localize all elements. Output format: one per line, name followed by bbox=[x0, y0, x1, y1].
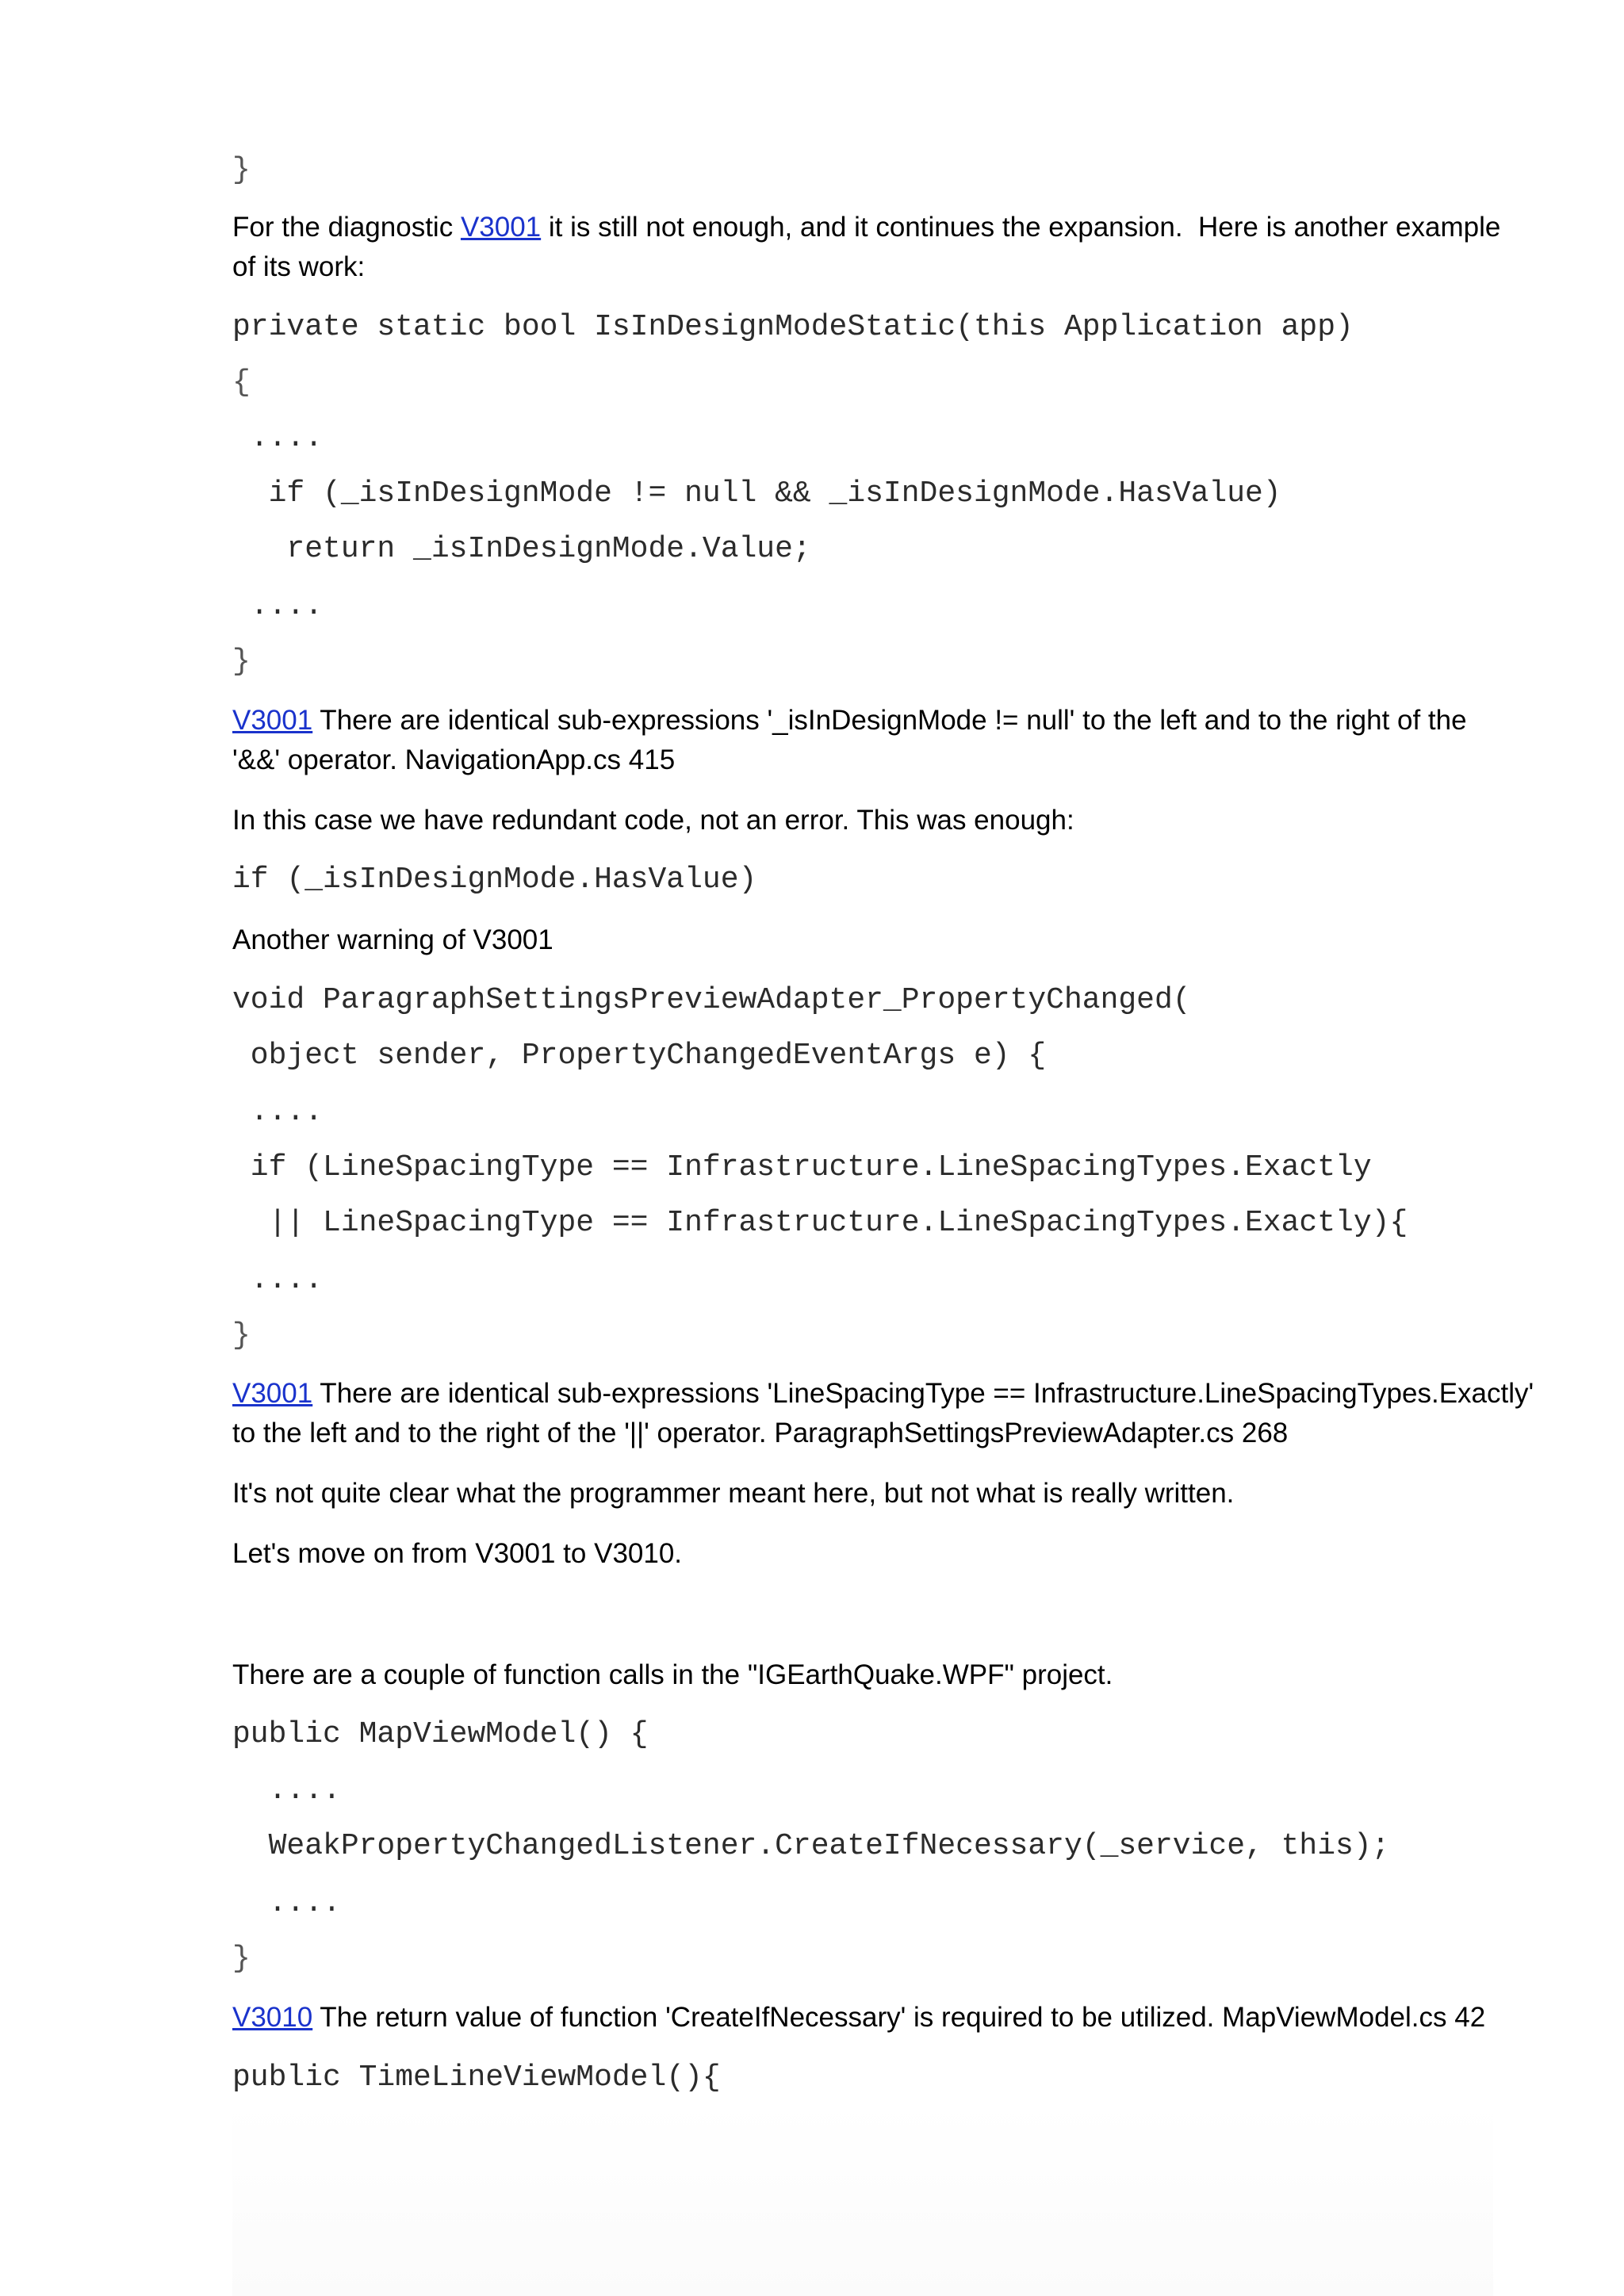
redundant-paragraph: In this case we have redundant code, not an error. This was enough: bbox=[232, 805, 1074, 836]
warning3-text: The return value of function 'CreateIfNecessary' is required to be utilized. MapViewModel.cs 42 bbox=[312, 2002, 1486, 2033]
code2-line6: .... bbox=[232, 1263, 324, 1297]
warning1-line2: '&&' operator. NavigationApp.cs 415 bbox=[232, 744, 676, 775]
code1-line2: { bbox=[232, 365, 251, 400]
code2-line2: object sender, PropertyChangedEventArgs e) { bbox=[232, 1039, 1047, 1073]
code3-line2: .... bbox=[232, 1774, 341, 1808]
code3-line3: WeakPropertyChangedListener.CreateIfNecessary(_service, this); bbox=[232, 1829, 1390, 1863]
v3001-link[interactable]: V3001 bbox=[232, 1378, 313, 1409]
bottom-shade bbox=[232, 2101, 1493, 2296]
warning1-line1 bbox=[232, 701, 1467, 740]
intro-suffix: it is still not enough, and it continues the expansion. Here is another example bbox=[541, 212, 1501, 243]
warning1-text: There are identical sub-expressions '_isInDesignMode != null' to the left and to the right of the bbox=[312, 705, 1467, 736]
intro-paragraph-line1 bbox=[232, 208, 1500, 247]
code1-line3: .... bbox=[232, 421, 324, 455]
v3010-link[interactable]: V3010 bbox=[232, 2002, 313, 2033]
code2-line5: || LineSpacingType == Infrastructure.LineSpacingTypes.Exactly){ bbox=[232, 1206, 1408, 1240]
code3-line4: .... bbox=[232, 1886, 341, 1920]
warning2-line1 bbox=[232, 1374, 1534, 1414]
intro-prefix: For the diagnostic bbox=[232, 212, 461, 243]
code1-line5: return _isInDesignMode.Value; bbox=[232, 532, 811, 566]
move-on-paragraph: Let's move on from V3001 to V3010. bbox=[232, 1538, 683, 1569]
warning2-text: There are identical sub-expressions 'LineSpacingType == Infrastructure.LineSpacingTypes.Exactly' bbox=[312, 1378, 1534, 1409]
v3001-link[interactable]: V3001 bbox=[460, 212, 542, 243]
code-fix-line: if (_isInDesignMode.HasValue) bbox=[232, 863, 757, 897]
code4-line1: public TimeLineViewModel(){ bbox=[232, 2061, 721, 2095]
code2-line1: void ParagraphSettingsPreviewAdapter_PropertyChanged( bbox=[232, 983, 1191, 1017]
warning2-line2: to the left and to the right of the '||' operator. ParagraphSettingsPreviewAdapter.cs 268 bbox=[232, 1418, 1289, 1448]
unclear-paragraph: It's not quite clear what the programmer meant here, but not what is really written. bbox=[232, 1478, 1235, 1509]
code1-line4: if (_isInDesignMode != null && _isInDesignMode.HasValue) bbox=[232, 476, 1281, 511]
code1-line1: private static bool IsInDesignModeStatic(this Application app) bbox=[232, 310, 1354, 344]
code3-line5: } bbox=[232, 1942, 251, 1976]
intro-paragraph-line2: of its work: bbox=[232, 251, 366, 282]
code2-line3: .... bbox=[232, 1095, 324, 1129]
code1-line6: .... bbox=[232, 589, 324, 623]
code2-line4: if (LineSpacingType == Infrastructure.LineSpacingTypes.Exactly bbox=[232, 1150, 1372, 1184]
couple-calls-paragraph: There are a couple of function calls in the "IGEarthQuake.WPF" project. bbox=[232, 1659, 1113, 1690]
code3-line1: public MapViewModel() { bbox=[232, 1717, 649, 1751]
code1-line7: } bbox=[232, 645, 251, 679]
code2-line7: } bbox=[232, 1318, 251, 1353]
another-warning-paragraph: Another warning of V3001 bbox=[232, 924, 553, 955]
warning3-line bbox=[232, 1998, 1485, 2038]
code-closing-brace-top: } bbox=[232, 153, 251, 187]
v3001-link[interactable]: V3001 bbox=[232, 705, 313, 736]
